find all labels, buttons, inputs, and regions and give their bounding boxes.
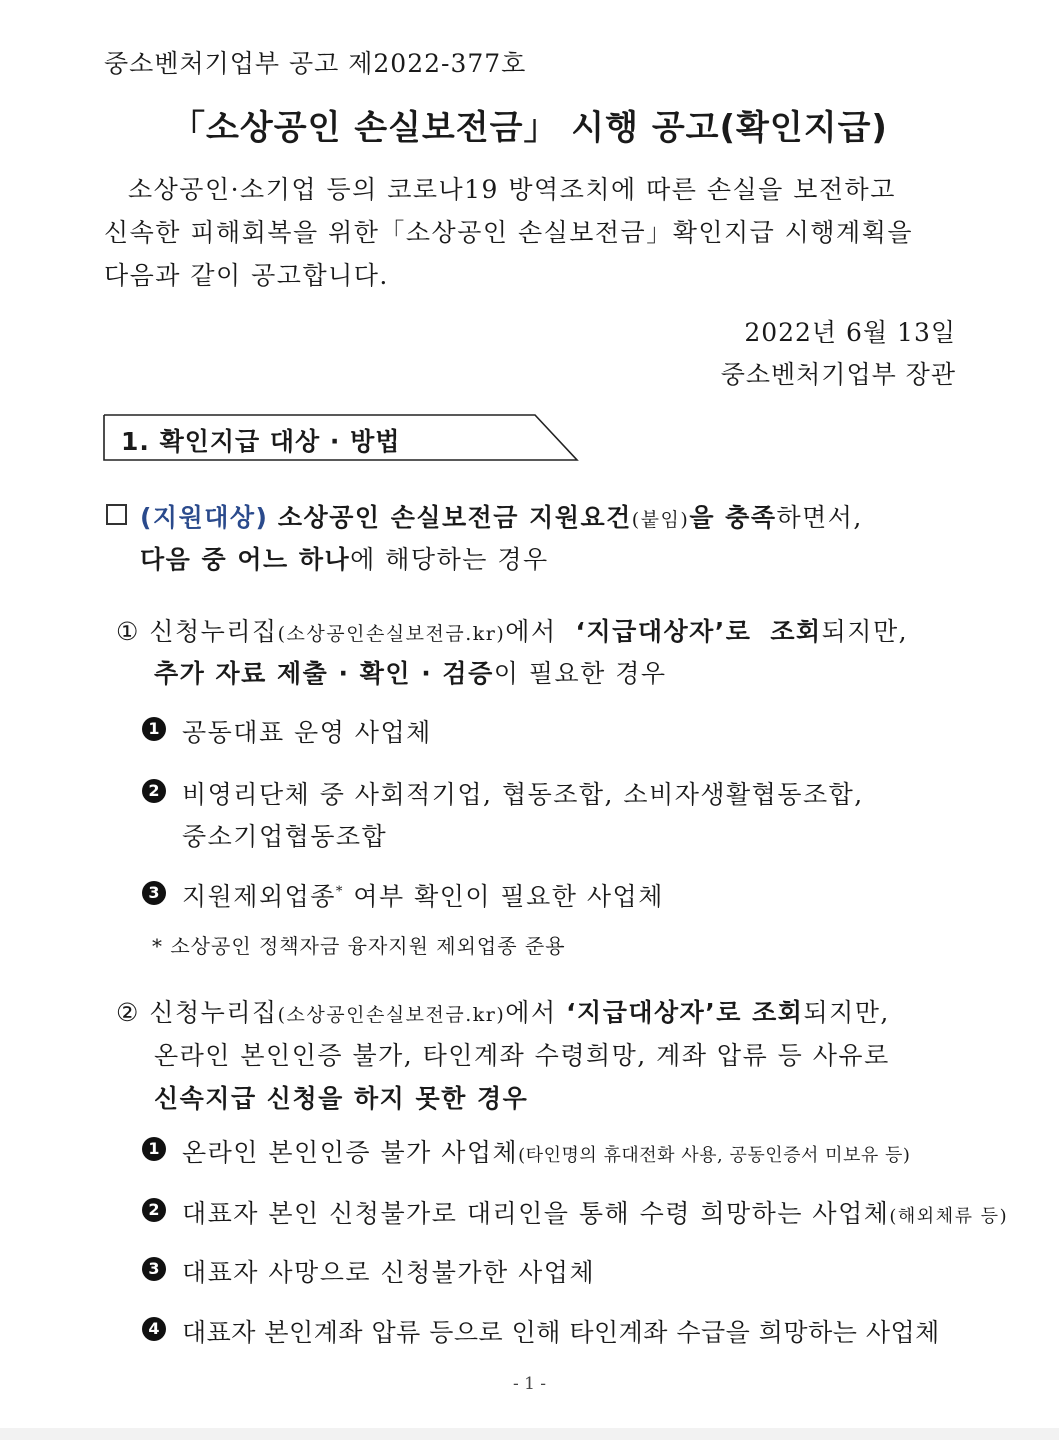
- case2-item-1-note: (타인명의 휴대전화 사용, 공동인증서 미보유 등): [518, 1145, 911, 1166]
- number-4-icon: 4: [142, 1317, 166, 1341]
- case1-footnote: * 소상공인 정책자금 융자지원 제외업종 준용: [152, 934, 566, 958]
- case2-item-1: [182, 1133, 910, 1169]
- intro-line-3: 다음과 같이 공고합니다.: [104, 261, 389, 290]
- target-line2-tail: 에 해당하는 경우: [350, 545, 549, 574]
- number-2-icon: 2: [142, 1198, 166, 1222]
- intro-line-2: 신속한 피해회복을 위한「소상공인 손실보전금」확인지급 시행계획을: [104, 218, 913, 247]
- case1-item-3-text-after: 여부 확인이 필요한 사업체: [343, 882, 664, 911]
- target-line2-bold: 다음 중 어느 하나: [140, 545, 351, 574]
- case1-pre: 신청누리집: [149, 617, 278, 646]
- case1-mid: 에서: [505, 617, 557, 646]
- case1-item-2: 비영리단체 중 사회적기업, 협동조합, 소비자생활협동조합,: [182, 780, 864, 809]
- case2-item-3: 대표자 사망으로 신청불가한 사업체: [182, 1258, 596, 1287]
- case2-line-2: 온라인 본인인증 불가, 타인계좌 수령희망, 계좌 압류 등 사유로: [154, 1041, 890, 1070]
- case1-bold2: 조회: [770, 617, 822, 646]
- number-3-icon: 3: [142, 1257, 166, 1281]
- case1-bold1: ‘지급대상자’로: [575, 617, 752, 646]
- case1-marker: ①: [116, 617, 140, 646]
- case2-item-2: [182, 1194, 1008, 1230]
- case2-bold1: ‘지급대상자’로 조회: [566, 998, 804, 1027]
- page-number: - 1 -: [512, 1374, 547, 1394]
- case1-item-3: [182, 877, 664, 913]
- notice-number: 중소벤처기업부 공고 제2022-377호: [104, 49, 527, 78]
- target-line-1: [140, 498, 863, 534]
- bottom-bar: [0, 1428, 1059, 1440]
- case2-line-1: [116, 993, 890, 1029]
- page-title: 「소상공인 손실보전금」 시행 공고(확인지급): [171, 108, 888, 148]
- notice-date: 2022년 6월 13일: [744, 318, 956, 347]
- case1-item-2-cont: 중소기업협동조합: [182, 822, 388, 851]
- case2-item-2-note: (해외체류 등): [889, 1206, 1009, 1227]
- footnote-mark: *: [335, 884, 344, 900]
- target-tail: 하면서,: [776, 503, 863, 532]
- target-ref: (붙임): [631, 509, 690, 531]
- section-1-header: [103, 414, 578, 461]
- target-condition-2: 을 충족: [689, 503, 777, 532]
- case1-item-1: 공동대표 운영 사업체: [182, 718, 432, 747]
- case1-line-1: [116, 612, 908, 648]
- number-1-icon: 1: [142, 717, 166, 741]
- case1-line2-bold: 추가 자료 제출 · 확인 · 검증: [154, 659, 494, 688]
- case1-line2-tail: 이 필요한 경우: [493, 659, 667, 688]
- case2-item-2-text: 대표자 본인 신청불가로 대리인을 통해 수령 희망하는 사업체: [182, 1199, 890, 1228]
- case2-line-3: 신속지급 신청을 하지 못한 경우: [154, 1084, 529, 1113]
- target-condition: 소상공인 손실보전금 지원요건: [277, 503, 632, 532]
- case2-item-4: 대표자 본인계좌 압류 등으로 인해 타인계좌 수급을 희망하는 사업체: [182, 1318, 940, 1347]
- number-1-icon: 1: [142, 1137, 166, 1161]
- case1-item-3-text: 지원제외업종: [182, 882, 336, 911]
- case2-item-1-text: 온라인 본인인증 불가 사업체: [182, 1138, 519, 1167]
- section-1-title: 1. 확인지급 대상 · 방법: [121, 427, 401, 456]
- case2-site: (소상공인손실보전금.kr): [277, 1004, 506, 1026]
- target-label: (지원대상): [140, 503, 269, 532]
- target-line-2: [140, 540, 549, 576]
- case1-tail: 되지만,: [821, 617, 909, 646]
- checkbox-icon: [106, 504, 127, 525]
- issuer-name: 중소벤처기업부 장관: [720, 360, 956, 389]
- case2-pre: 신청누리집: [149, 998, 278, 1027]
- case1-site: (소상공인손실보전금.kr): [277, 623, 506, 645]
- intro-line-1: 소상공인·소기업 등의 코로나19 방역조치에 따른 손실을 보전하고: [128, 175, 896, 204]
- case1-line-2: [154, 654, 667, 690]
- case2-tail: 되지만,: [803, 998, 890, 1027]
- case2-mid: 에서: [505, 998, 557, 1027]
- number-3-icon: 3: [142, 881, 166, 905]
- number-2-icon: 2: [142, 779, 166, 803]
- case2-marker: ②: [116, 998, 140, 1027]
